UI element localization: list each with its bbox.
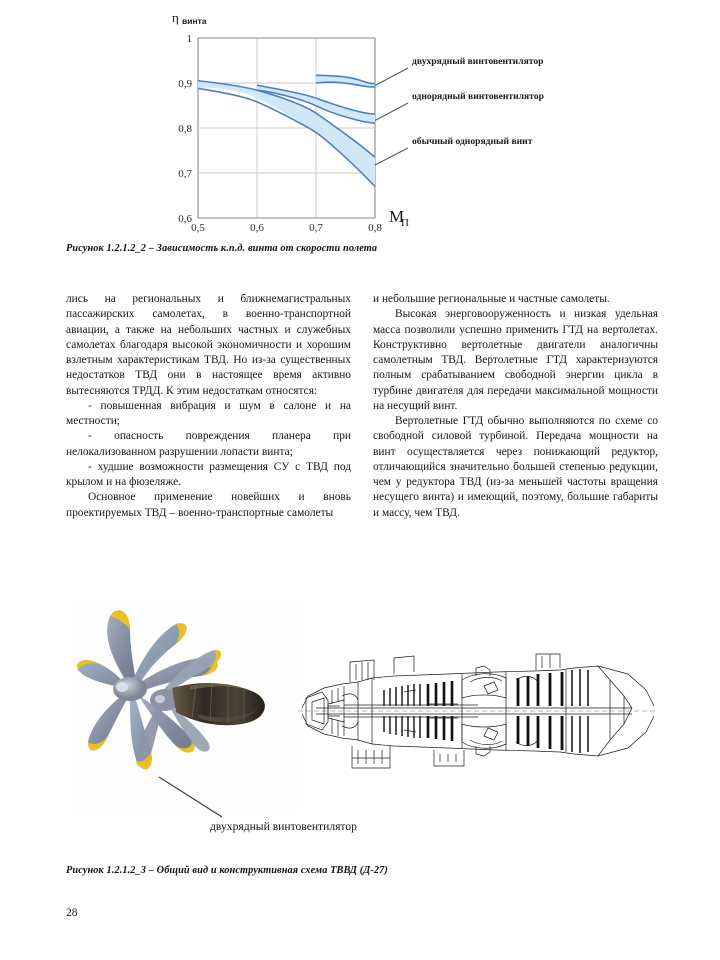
chart-ytick-0.9: 0,9 (178, 78, 192, 90)
chart-ytick-0.6: 0,6 (178, 213, 192, 225)
paragraph: и небольшие региональные и частные самолеты. (373, 293, 610, 305)
figure2-caption: Рисунок 1.2.1.2_3 – Общий вид и конструктивная схема ТВВД (Д-27) (66, 865, 388, 876)
figure-propeller-efficiency-chart (0, 0, 720, 235)
rear-spinner-highlight (155, 695, 165, 703)
engine-cutaway-diagram (298, 646, 658, 776)
figure2-callout-leader (159, 777, 222, 817)
paragraph: лись на региональных и ближнемагистральных пассажирских самолетах, в военно-транспортной авиации, а также на небольших частных и служебных самолетах благодаря высокой экономичности и хорошим взлетным характеристикам ТВД. Но из-за существенных недостатков ТВД они в настоящее время активно вытесняются ТРДД. К этим недостаткам относятся: (66, 293, 351, 397)
chart-xtick-0.7: 0,7 (309, 222, 323, 234)
figure2-callout (150, 773, 490, 833)
chart-xtick-0.5: 0,5 (191, 222, 205, 234)
list-item: - худшие возможности размещения СУ с ТВД под крылом и на фюзеляже. (66, 460, 351, 488)
list-item: - повышенная вибрация и шум в салоне и на местности; (66, 399, 351, 427)
figure1-caption: Рисунок 1.2.1.2_2 – Зависимость к.п.д. винта от скорости полета (66, 243, 378, 254)
chart-x-axis-label-subscript: П (401, 217, 409, 229)
paragraph: Высокая энерговооруженность и низкая удельная масса позволили успешно применить ГТД на вертолетах. Конструктивно вертолетные двигатели аналогичны самолетным ТВД. Вертолетные ГТД характеризуются полным срабатыванием свободной энергии цикла в турбине двигателя для передачи максимальной мощности на несущий винт. (373, 308, 658, 412)
chart-callout-leader-1 (375, 68, 408, 86)
chart-callout-label-dual-row-propfan: двухрядный винтовентилятор (412, 56, 544, 67)
page-number: 28 (66, 906, 78, 919)
chart-ytick-1: 1 (186, 33, 192, 45)
chart-x-axis-label: M (389, 207, 405, 226)
chart-callout-label-conventional-propeller: обычный однорядный винт (412, 136, 533, 147)
chart-y-axis-label-subscript: винта (182, 16, 207, 26)
figure-propfan-engine (0, 598, 720, 853)
paragraph: Основное применение новейших и вновь проектируемых ТВД – военно-транспортные самолеты (66, 491, 351, 519)
chart-xtick-0.6: 0,6 (250, 222, 264, 234)
chart-y-axis-label: η (172, 10, 179, 25)
chart-xtick-0.8: 0,8 (368, 222, 382, 234)
spinner-highlight (116, 682, 128, 692)
chart-ytick-0.8: 0,8 (178, 123, 192, 135)
list-item: - опасность повреждения планера при нелокализованном разрушении лопасти винта; (66, 430, 351, 458)
chart-ytick-0.7: 0,7 (178, 168, 192, 180)
body-text-columns (66, 292, 658, 521)
chart-callout-label-single-row-propfan: однорядный винтовентилятор (412, 91, 544, 102)
chart-callout-leader-3 (375, 148, 408, 165)
left-text-column (66, 292, 351, 521)
right-text-column (373, 292, 658, 521)
efficiency-chart-svg (0, 0, 720, 235)
paragraph: Вертолетные ГТД обычно выполняются по схеме со свободной силовой турбиной. Передача мощности на винт осуществляется через понижающий редуктор, отличающийся значительно большей степенью редукции, чем у редуктора ТВД (из-за меньшей частоты вращения несущего винта) и имеющий, поэтому, большие габариты и массу, чем ТВД. (373, 415, 658, 519)
figure2-callout-label: двухрядный винтовентилятор (210, 820, 357, 833)
chart-callout-leader-2 (375, 103, 408, 121)
